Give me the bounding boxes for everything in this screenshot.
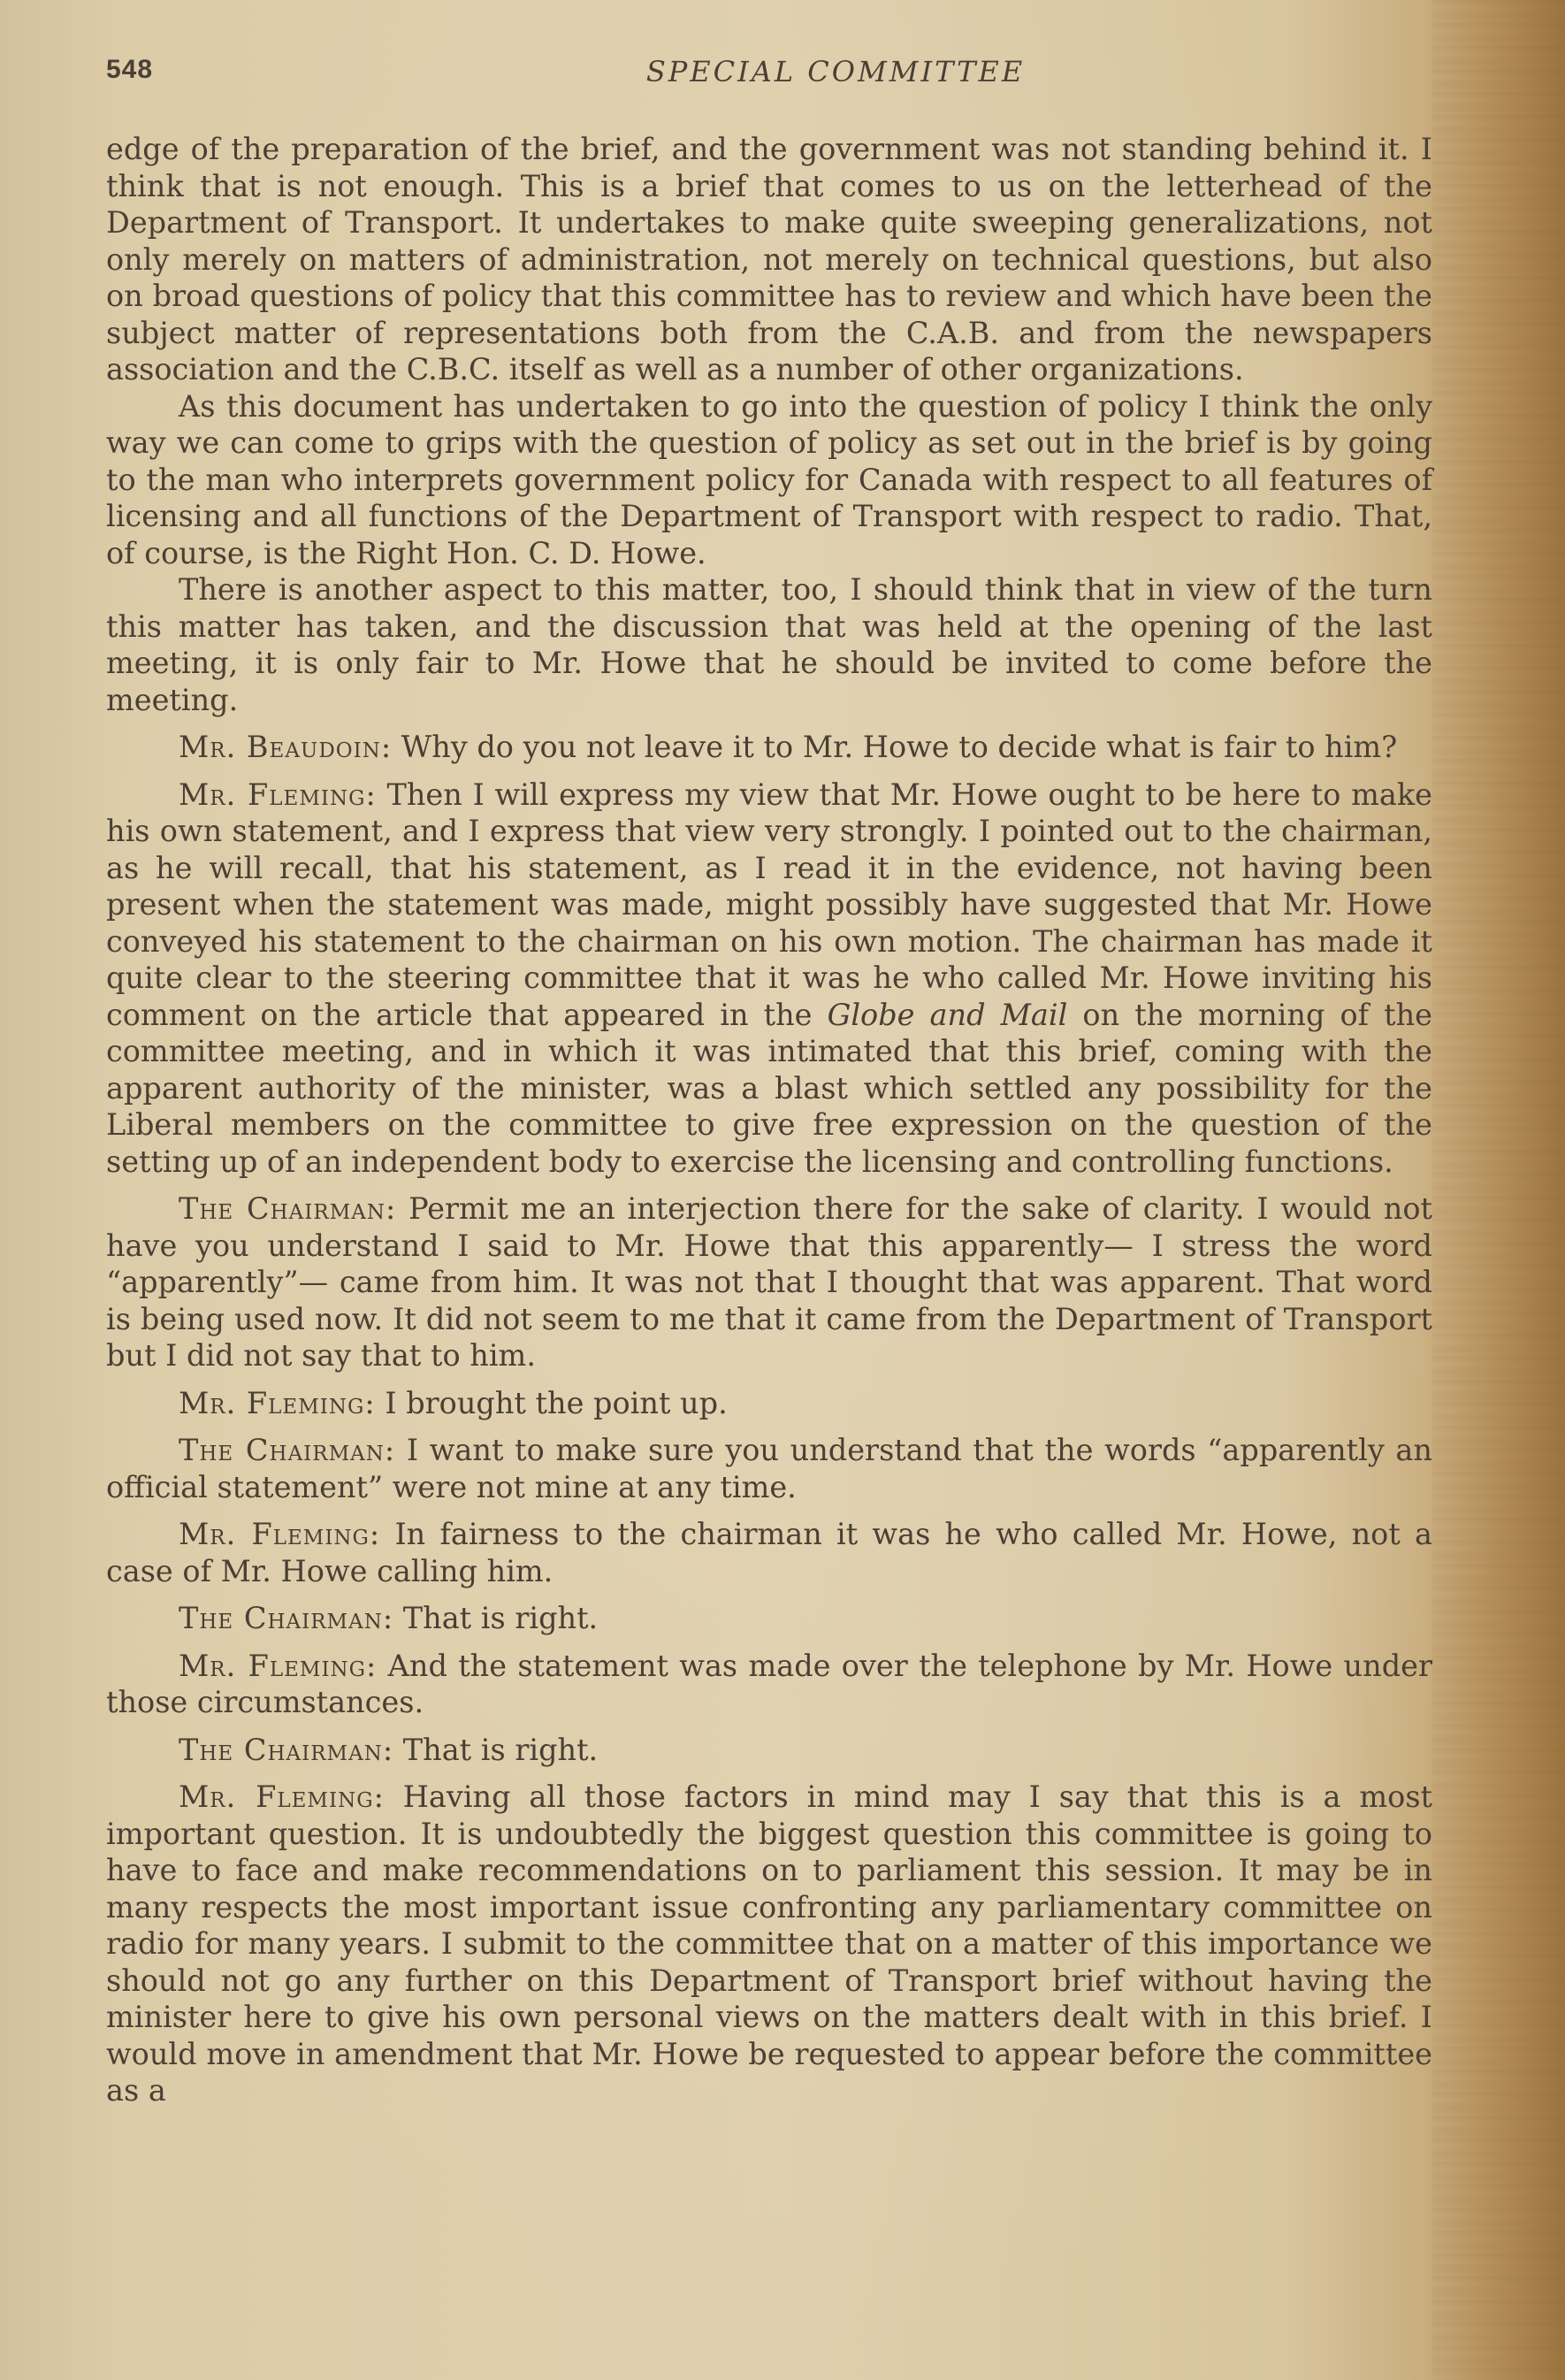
speaker-name: Mr. Fleming: (179, 1385, 376, 1420)
speech-text: I brought the point up. (385, 1385, 728, 1420)
speaker-name: The Chairman: (179, 1433, 396, 1467)
speech-paragraph (106, 1432, 1432, 1505)
newspaper-title: Globe and Mail (827, 997, 1068, 1032)
paragraph-text: edge of the preparation of the brief, and the government was not standing behind it. I think that is not enough. This is a brief that comes to us on the letterhead of the Department of Transport. It undertakes to make quite sweeping generalizations, not only merely on matters of administration, not merely on technical questions, but also on broad questions of policy that this committee has to review and which have been the subject matter of representations both from the C.A.B. and from the newspapers association and the C.B.C. itself as well as a number of other organizations. (106, 132, 1432, 386)
speech-paragraph (106, 1385, 1432, 1422)
speech-text: And the statement was made over the telephone by Mr. Howe under those circumstances. (106, 1648, 1432, 1719)
running-head (106, 55, 1441, 108)
speech-text: That is right. (402, 1732, 599, 1767)
speaker-name: The Chairman: (179, 1601, 394, 1635)
speech-text: Having all those factors in mind may I say that this is a most important question. It is undoubtedly the biggest question this committee is going to have to face and make recommendations on to parliament this session. It may be in many respects the most important issue confronting any parliamentary committee on radio for many years. I submit to the committee that on a matter of this importance we should not go any further on this Department of Transport brief without having the minister here to give his own personal views on the matters dealt with in this brief. I would move in amendment that Mr. Howe be requested to appear before the committee as a (106, 1779, 1432, 2108)
paragraph (106, 388, 1432, 572)
speaker-name: The Chairman: (179, 1732, 394, 1767)
paragraph-continuation (106, 131, 1432, 388)
paragraph-text: As this document has undertaken to go into the question of policy I think the only way we can come to grips with the question of policy as set out in the brief is by going to the man who interprets government policy for Canada with respect to all features of licensing and all functions of the Department of Transport with respect to radio. That, of course, is the Right Hon. C. D. Howe. (106, 388, 1432, 570)
paragraph (106, 571, 1432, 718)
page-edge-shading (1432, 0, 1565, 2380)
running-title: SPECIAL COMMITTEE (645, 55, 1026, 88)
paragraph-text: There is another aspect to this matter, too, I should think that in view of the turn this matter has taken, and the discussion that was held at the opening of the last meeting, it is only fair to Mr. Howe that he should be invited to come before the meeting. (106, 572, 1432, 717)
speaker-name: Mr. Fleming: (179, 777, 377, 812)
speech-text: That is right. (402, 1601, 599, 1635)
speaker-name: Mr. Fleming: (179, 1517, 381, 1551)
speech-text: In fairness to the chairman it was he who called Mr. Howe, not a case of Mr. Howe calling him. (106, 1517, 1432, 1588)
speech-paragraph (106, 1600, 1432, 1637)
speaker-name: Mr. Fleming: (179, 1648, 378, 1683)
speaker-name: The Chairman: (179, 1191, 397, 1226)
speech-paragraph (106, 1779, 1432, 2109)
speech-paragraph (106, 777, 1432, 1181)
speech-text: on the morning of the committee meeting, and in which it was intimated that this brief, coming with the apparent authority of the minister, was a blast which settled any possibility for the Liberal members on the committee to give free expression on the question of the setting up of an independent body to exercise the licensing and controlling functions. (106, 997, 1432, 1179)
speech-text: Why do you not leave it to Mr. Howe to decide what is fair to him? (401, 730, 1398, 764)
speaker-name: Mr. Fleming: (179, 1779, 385, 1814)
body-text (106, 131, 1432, 2109)
speech-text: Permit me an interjection there for the sake of clarity. I would not have you understand I said to Mr. Howe that this apparently— I stress the word “apparently”— came from him. It was not that I thought that was apparent. That word is being used now. It did not seem to me that it came from the Department of Transport but I did not say that to him. (106, 1191, 1432, 1373)
speaker-name: Mr. Beaudoin: (179, 730, 393, 764)
speech-text: I want to make sure you understand that the words “apparently an official statement” were not mine at any time. (106, 1433, 1432, 1504)
speech-paragraph (106, 1190, 1432, 1374)
speech-paragraph (106, 1516, 1432, 1589)
speech-paragraph (106, 729, 1432, 766)
speech-text: Then I will express my view that Mr. Howe ought to be here to make his own statement, and I express that view very strongly. I pointed out to the chairman, as he will recall, that his statement, as I read it in the evidence, not having been present when the statement was made, might possibly have suggested that Mr. Howe conveyed his statement to the chairman on his own motion. The chairman has made it quite clear to the steering committee that it was he who called Mr. Howe inviting his comment on the article that appeared in the (106, 777, 1432, 1032)
speech-paragraph (106, 1732, 1432, 1769)
speech-paragraph (106, 1648, 1432, 1721)
page-number: 548 (106, 55, 154, 84)
